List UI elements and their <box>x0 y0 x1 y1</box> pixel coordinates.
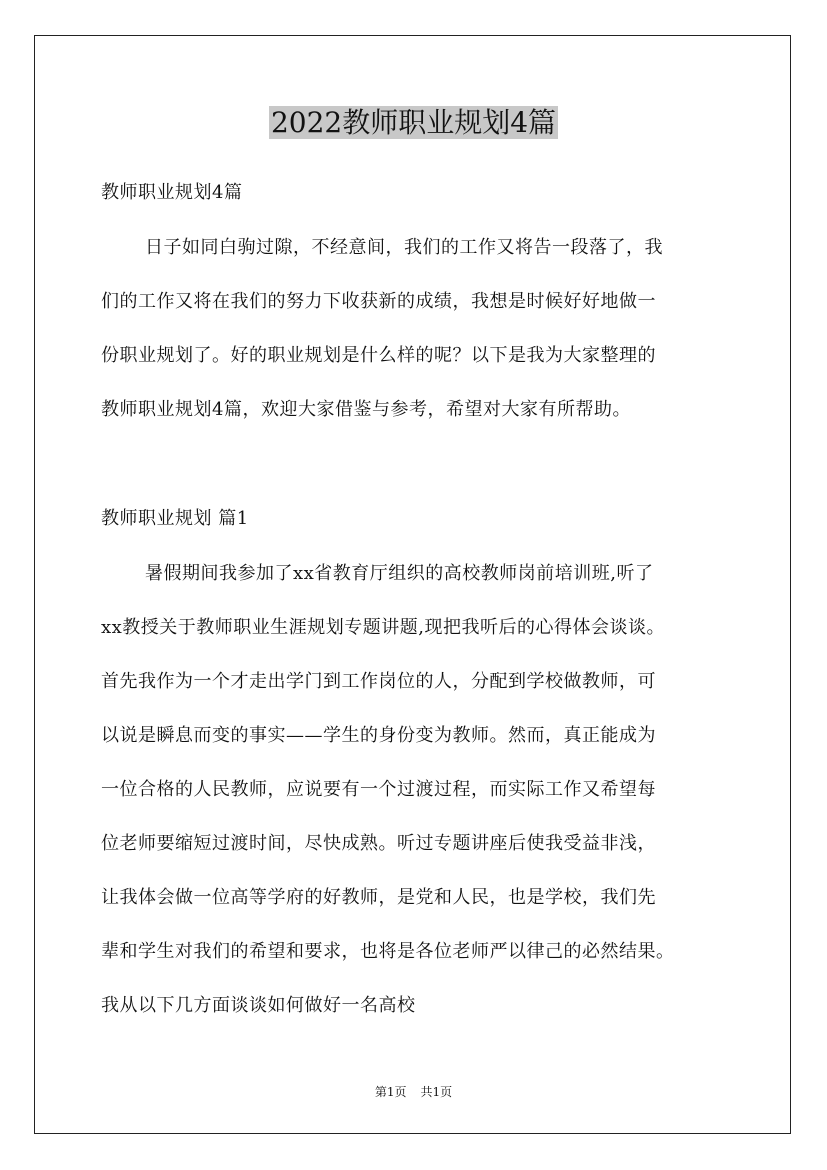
body-line: 辈和学生对我们的希望和要求，也将是各位老师严以律己的必然结果。 <box>101 941 675 962</box>
page-footer <box>0 1083 827 1101</box>
page-total: 共1页 <box>420 1085 453 1099</box>
body-line: 暑假期间我参加了xx省教育厅组织的高校教师岗前培训班,听了 <box>145 563 654 584</box>
body-line: xx教授关于教师职业生涯规划专题讲题,现把我听后的心得体会谈谈。 <box>101 617 666 638</box>
page-number: 第1页 <box>374 1085 407 1099</box>
body-line: 位老师要缩短过渡时间，尽快成熟。听过专题讲座后使我受益非浅， <box>101 833 656 854</box>
document-title-text: 2022教师职业规划4篇 <box>270 106 557 139</box>
body-line: 一位合格的人民教师，应说要有一个过渡过程，而实际工作又希望每 <box>101 779 656 800</box>
section-heading: 教师职业规划 篇1 <box>101 508 249 529</box>
document-subtitle: 教师职业规划4篇 <box>101 182 243 203</box>
body-line: 以说是瞬息而变的事实——学生的身份变为教师。然而，真正能成为 <box>101 725 656 746</box>
intro-line: 份职业规划了。好的职业规划是什么样的呢？以下是我为大家整理的 <box>101 345 656 366</box>
intro-line: 日子如同白驹过隙，不经意间，我们的工作又将告一段落了，我 <box>145 237 663 258</box>
intro-line: 们的工作又将在我们的努力下收获新的成绩，我想是时候好好地做一 <box>101 291 656 312</box>
intro-line: 教师职业规划4篇，欢迎大家借鉴与参考，希望对大家有所帮助。 <box>101 399 631 420</box>
body-line: 我从以下几方面谈谈如何做好一名高校 <box>101 995 416 1016</box>
body-line: 首先我作为一个才走出学门到工作岗位的人，分配到学校做教师，可 <box>101 671 656 692</box>
document-title <box>0 101 827 145</box>
body-line: 让我体会做一位高等学府的好教师，是党和人民，也是学校，我们先 <box>101 887 656 908</box>
